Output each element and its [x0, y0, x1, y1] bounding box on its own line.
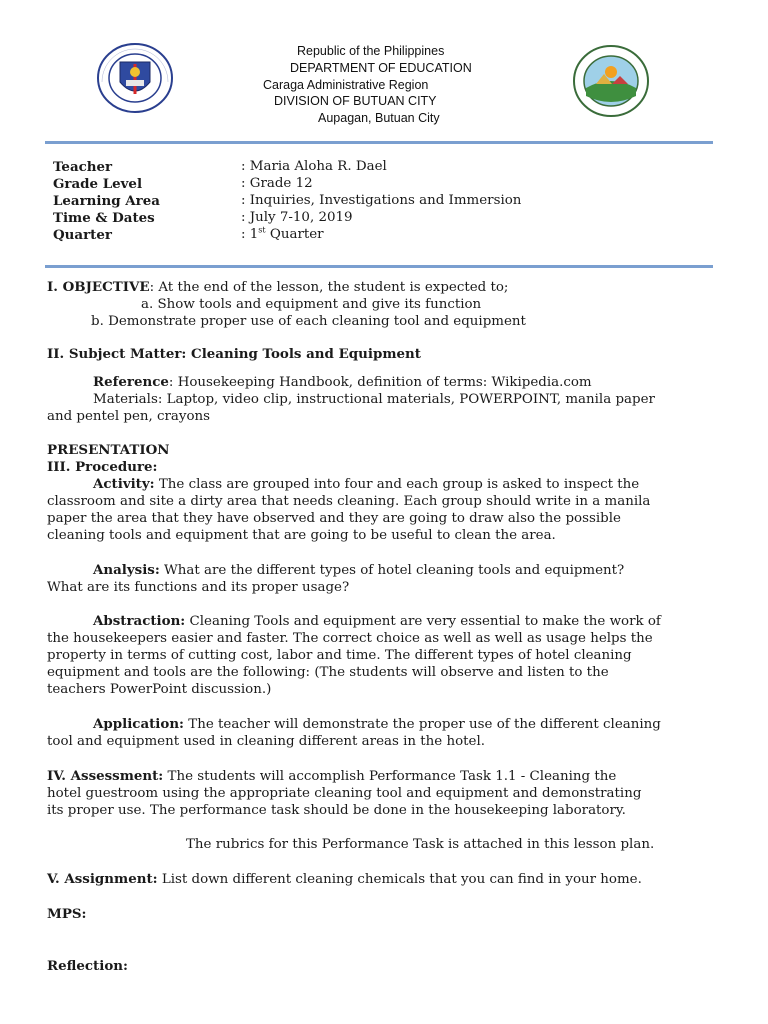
- materials-line-1: Materials: Laptop, video clip, instructional materials, POWERPOINT, manila paper: [93, 392, 655, 407]
- application-label: Application:: [93, 716, 185, 732]
- abstraction-line-4: equipment and tools are the following: (The students will observe and listen to the: [47, 665, 609, 680]
- activity-line-4: cleaning tools and equipment that are going to be useful to clean the area.: [47, 528, 556, 543]
- assignment-label: V. Assignment:: [47, 871, 158, 887]
- learning-area-value: : Inquiries, Investigations and Immersion: [241, 193, 522, 208]
- rubrics-note: The rubrics for this Performance Task is attached in this lesson plan.: [186, 837, 655, 852]
- analysis-label: Analysis:: [93, 562, 160, 578]
- application-line-2: tool and equipment used in cleaning different areas in the hotel.: [47, 734, 485, 749]
- quarter-ordinal: st: [258, 225, 266, 235]
- materials-line-2: and pentel pen, crayons: [47, 409, 211, 424]
- objective-b: b. Demonstrate proper use of each cleaning tool and equipment: [91, 314, 526, 329]
- subject-matter-heading: II. Subject Matter: Cleaning Tools and Equipment: [47, 346, 421, 362]
- activity-line-1: [93, 476, 639, 493]
- header-republic: Republic of the Philippines: [297, 44, 445, 58]
- application-line-1: [93, 716, 661, 733]
- time-dates-value: : July 7-10, 2019: [241, 210, 353, 225]
- abstraction-line-1: [93, 613, 661, 630]
- header-division: DIVISION OF BUTUAN CITY: [274, 94, 437, 108]
- quarter-prefix: : 1: [241, 227, 259, 242]
- quarter-label: Quarter: [53, 227, 112, 243]
- abstraction-label: Abstraction:: [93, 613, 186, 629]
- objective-a: a. Show tools and equipment and give its function: [141, 297, 482, 312]
- assessment-line-1: [47, 768, 616, 785]
- teacher-value: : Maria Aloha R. Dael: [241, 159, 387, 174]
- abstraction-text-1: Cleaning Tools and equipment are very essential to make the work of: [185, 614, 661, 629]
- time-dates-label: Time & Dates: [53, 210, 155, 226]
- top-divider: [45, 141, 713, 144]
- reflection-label: Reflection:: [47, 958, 128, 974]
- activity-line-2: classroom and site a dirty area that needs cleaning. Each group should write in a manila: [47, 494, 651, 509]
- division-seal-logo: [572, 44, 650, 118]
- abstraction-line-2: the housekeepers easier and faster. The correct choice as well as well as usage helps the: [47, 631, 653, 646]
- activity-label: Activity:: [93, 476, 155, 492]
- abstraction-line-3: property in terms of cutting cost, labor and time. The different types of hotel cleaning: [47, 648, 632, 663]
- assessment-line-3: its proper use. The performance task should be done in the housekeeping laboratory.: [47, 803, 626, 818]
- objective-intro: : At the end of the lesson, the student is expected to;: [149, 280, 509, 295]
- header-department: DEPARTMENT OF EDUCATION: [290, 61, 472, 75]
- header-region: Caraga Administrative Region: [263, 78, 429, 92]
- quarter-suffix: Quarter: [265, 227, 324, 242]
- activity-line-3: paper the area that they have observed and they are going to draw also the possible: [47, 511, 621, 526]
- analysis-text-1: What are the different types of hotel cleaning tools and equipment?: [159, 563, 625, 578]
- assessment-label: IV. Assessment:: [47, 768, 164, 784]
- application-text-1: The teacher will demonstrate the proper use of the different cleaning: [184, 717, 661, 732]
- assessment-line-2: hotel guestroom using the appropriate cleaning tool and equipment and demonstrating: [47, 786, 642, 801]
- grade-value: : Grade 12: [241, 176, 313, 191]
- abstraction-line-5: teachers PowerPoint discussion.): [47, 682, 272, 697]
- reference-text: : Housekeeping Handbook, definition of terms: Wikipedia.com: [168, 375, 592, 390]
- assignment-text: List down different cleaning chemicals that you can find in your home.: [157, 872, 642, 887]
- learning-area-label: Learning Area: [53, 193, 160, 209]
- assessment-text-1: The students will accomplish Performance Task 1.1 - Cleaning the: [163, 769, 617, 784]
- reference-label: Reference: [93, 374, 169, 390]
- objective-line: [47, 279, 508, 296]
- grade-label: Grade Level: [53, 176, 143, 192]
- quarter-value: [241, 227, 324, 242]
- info-divider: [45, 265, 713, 268]
- procedure-heading: III. Procedure:: [47, 459, 158, 475]
- presentation-heading: PRESENTATION: [47, 442, 170, 458]
- deped-seal-logo: [96, 42, 174, 114]
- activity-text-1: The class are grouped into four and each group is asked to inspect the: [154, 477, 640, 492]
- teacher-label: Teacher: [53, 159, 113, 175]
- analysis-line-2: What are its functions and its proper usage?: [47, 580, 350, 595]
- analysis-line-1: [93, 562, 624, 579]
- assignment-line: [47, 871, 642, 888]
- header-address: Aupagan, Butuan City: [318, 111, 440, 125]
- objective-heading: I. OBJECTIVE: [47, 279, 150, 295]
- mps-label: MPS:: [47, 906, 87, 922]
- reference-line: [93, 374, 592, 391]
